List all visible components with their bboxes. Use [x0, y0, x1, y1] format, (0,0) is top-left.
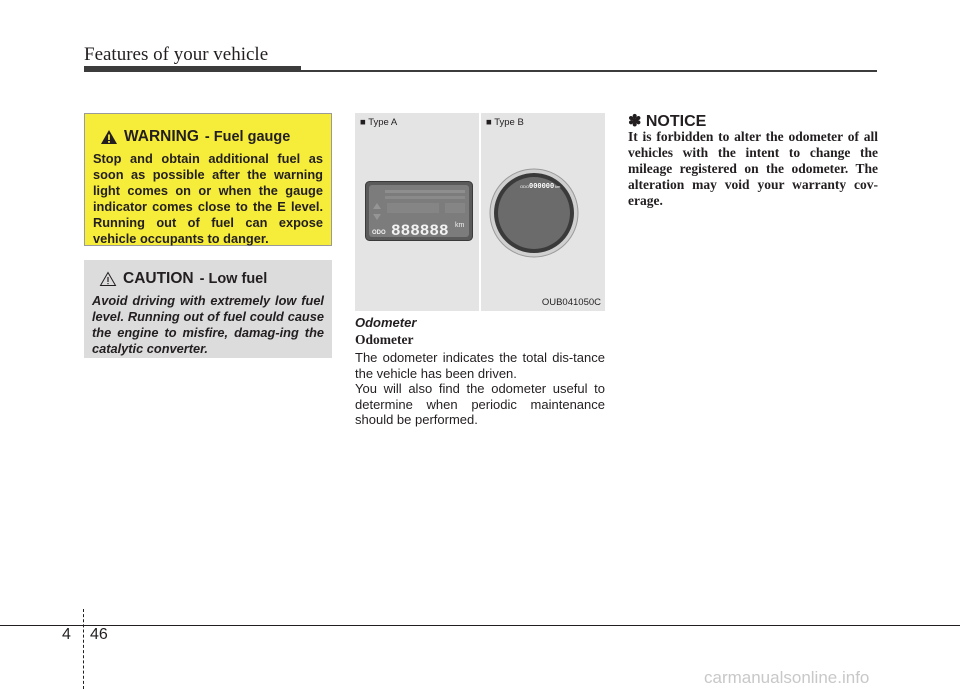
warning-title: WARNING: [124, 128, 199, 145]
odometer-paragraph-2: You will also find the odometer useful to determine when periodic maintenance should be performed.: [355, 381, 605, 427]
odometer-paragraph-1: The odometer indicates the total dis-tance the vehicle has been driven.: [355, 350, 605, 381]
odo-digits-b: 000000: [529, 183, 555, 191]
warning-triangle-icon: [100, 129, 118, 145]
odometer-figure: [355, 113, 605, 311]
caution-box: [84, 260, 332, 358]
page-header-title: Features of your vehicle: [84, 44, 269, 65]
odo-label-a: ODO: [372, 230, 386, 236]
figure-divider: [479, 113, 481, 311]
odo-unit-b: km: [555, 184, 561, 189]
warning-body: Stop and obtain additional fuel as soon as possible after the warning light comes on or when the gauge indicator comes close to the E level. Running out of fuel can expose vehicle occupants to danger.: [93, 151, 323, 246]
caution-subtitle: - Low fuel: [199, 271, 268, 287]
caution-body: Avoid driving with extremely low fuel level. Running out of fuel could cause the engine to misfire, damag-ing the catalytic converter.: [92, 293, 324, 356]
odo-digits-a: 888888: [391, 222, 449, 240]
section-heading: Odometer: [355, 332, 414, 347]
caution-triangle-icon: [99, 271, 117, 287]
odometer-display-type-a: [365, 181, 473, 241]
warning-heading: [100, 126, 323, 148]
caution-title: CAUTION: [123, 270, 194, 287]
section-number: 4: [62, 626, 71, 643]
warning-subtitle: - Fuel gauge: [204, 129, 291, 145]
header-rule-thin: [84, 70, 877, 72]
page-number: 46: [90, 626, 108, 643]
notice-title: ✽ NOTICE: [628, 113, 707, 130]
footer-rule: [0, 625, 960, 626]
odo-unit-a: km: [455, 222, 465, 229]
type-a-label: ■ Type A: [360, 117, 398, 128]
figure-caption: Odometer: [355, 315, 417, 330]
odo-label-b: ODO: [520, 184, 530, 189]
watermark: carmanualsonline.info: [704, 668, 870, 687]
caution-heading: [99, 268, 324, 290]
footer-dashed-divider: [83, 609, 84, 689]
type-b-label: ■ Type B: [486, 117, 524, 128]
warning-box: [84, 113, 332, 246]
figure-code: OUB041050C: [541, 297, 601, 308]
odometer-display-type-b: [489, 168, 579, 258]
notice-body: It is forbidden to alter the odometer of all vehicles with the intent to change the mileage registered on the odometer. The alteration may void your warranty cov-erage.: [628, 129, 878, 208]
